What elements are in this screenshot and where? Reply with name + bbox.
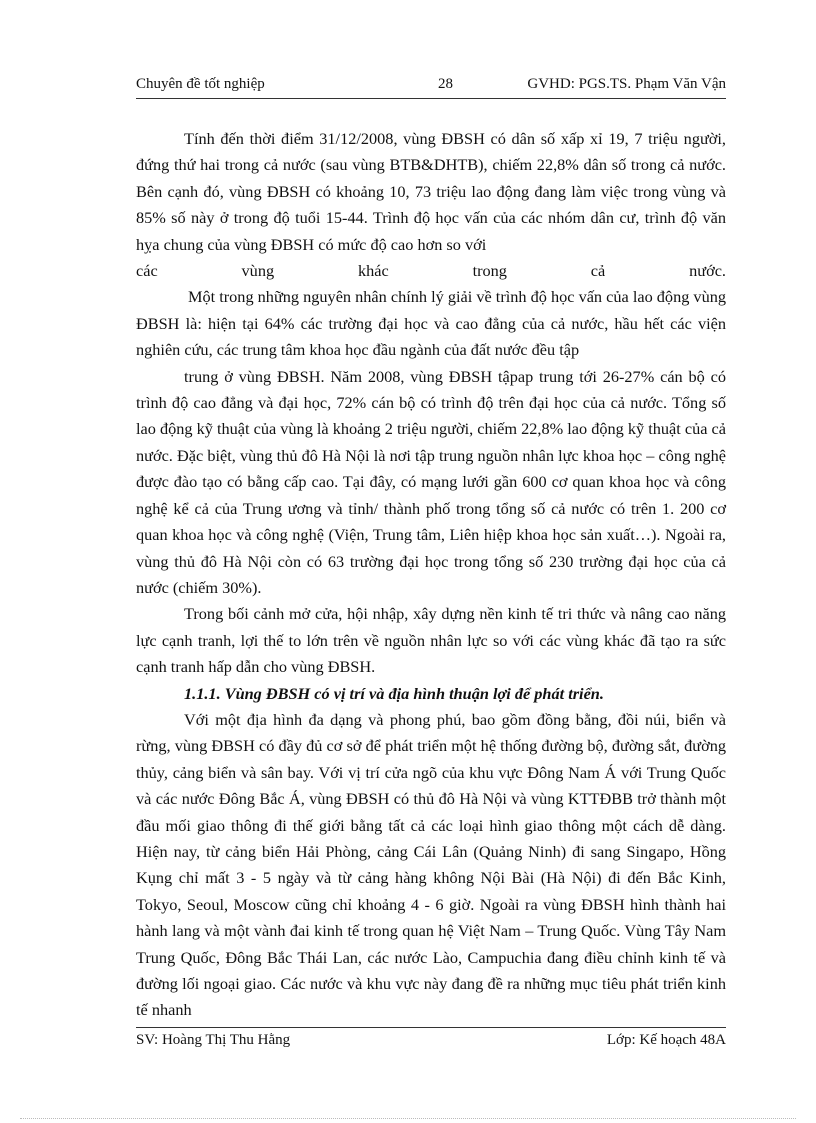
page-bottom-divider <box>20 1118 796 1119</box>
page-body <box>136 126 726 1024</box>
paragraph-2-rest: trung ở vùng ĐBSH. Năm 2008, vùng ĐBSH tậpap trung tới 26-27% cán bộ có trình độ cao đẳng và đại học, 72% cán bộ có trình độ trên đại học của cả nước. Tổng số lao động kỹ thuật của vùng là khoảng 2 triệu người, chiếm 22,8% lao động kỹ thuật của cả nước. Đặc biệt, vùng thủ đô Hà Nội là nơi tập trung nguồn nhân lực khoa học – công nghệ được đào tạo có bằng cấp cao. Tại đây, có mạng lưới gần 600 cơ quan khoa học và công nghệ kể cả của Trung ương và tỉnh/ thành phố trong tổng số cả nước có trên 1. 200 cơ quan khoa học và công nghệ (Viện, Trung tâm, Liên hiệp khoa học sản xuất…). Ngoài ra, vùng thủ đô Hà Nội còn có 63 trường đại học trong tổng số 230 trường đại học của cả nước (chiếm 30%). <box>136 366 726 597</box>
page-header <box>136 76 726 99</box>
paragraph-1-last-line: các vùng khác trong cả nước. <box>136 261 726 281</box>
header-document-title: Chuyên đề tốt nghiệp <box>136 76 265 92</box>
page-number: 28 <box>438 76 453 92</box>
page-footer <box>136 1027 726 1058</box>
footer-class: Lớp: Kế hoạch 48A <box>606 1032 726 1048</box>
header-supervisor: GVHD: PGS.TS. Phạm Văn Vận <box>527 76 726 92</box>
paragraph-1: Tính đến thời điểm 31/12/2008, vùng ĐBSH có dân số xấp xỉ 19, 7 triệu người, đứng thứ hai trong cả nước (sau vùng BTB&DHTB), chiếm 22,8% dân số trong cả nước. Bên cạnh đó, vùng ĐBSH có khoảng 10, 73 triệu lao động đang làm việc trong vùng và 85% số này ở trong độ tuổi 15-44. Trình độ học vấn của các nhóm dân cư, trình độ văn hỵa chung của vùng ĐBSH có mức độ cao hơn so với <box>136 129 726 254</box>
footer-student-name: SV: Hoàng Thị Thu Hằng <box>136 1032 291 1048</box>
section-heading: 1.1.1. Vùng ĐBSH có vị trí và địa hình thuận lợi để phát triển. <box>184 683 604 703</box>
paragraph-4: Với một địa hình đa dạng và phong phú, bao gồm đồng bằng, đồi núi, biển và rừng, vùng ĐBSH có đầy đủ cơ sở để phát triển một hệ thống đường bộ, đường sắt, đường thủy, cảng biển và sân bay. Với vị trí cửa ngõ của khu vực Đông Nam Á với Trung Quốc và các nước Đông Bắc Á, vùng ĐBSH có thủ đô Hà Nội và vùng KTTĐBB trở thành một đầu mối giao thông đi thế giới bằng tất cả các loại hình giao thông một cách dễ dàng. Hiện nay, từ cảng biển Hải Phòng, cảng Cái Lân (Quảng Ninh) đi sang Singapo, Hồng Kụng chỉ mất 3 - 5 ngày và từ cảng hàng không Nội Bài (Hà Nội) đi đến Bắc Kinh, Tokyo, Seoul, Moscow cũng chỉ khoảng 4 - 6 giờ. Ngoài ra vùng ĐBSH hình thành hai hành lang và một vành đai kinh tế trong quan hệ Việt Nam – Trung Quốc. Vùng Tây Nam Trung Quốc, Đông Bắc Thái Lan, các nước Lào, Campuchia đang điều chỉnh kinh tế và đường lối ngoại giao. Các nước và khu vực này đang đề ra những mục tiêu phát triển kinh tế nhanh <box>136 709 726 1020</box>
paragraph-3: Trong bối cảnh mở cửa, hội nhập, xây dựng nền kinh tế tri thức và nâng cao năng lực cạnh tranh, lợi thế to lớn trên về nguồn nhân lực so với các vùng khác đã tạo ra sức cạnh tranh hấp dẫn cho vùng ĐBSH. <box>136 604 726 677</box>
paragraph-2-first-lines: Một trong những nguyên nhân chính lý giải về trình độ học vấn của lao động vùng ĐBSH là: hiện tại 64% các trường đại học và cao đẳng của cả nước, hầu hết các viện nghiên cứu, các trung tâm khoa học đầu ngành của đất nước đều tập <box>136 287 726 360</box>
